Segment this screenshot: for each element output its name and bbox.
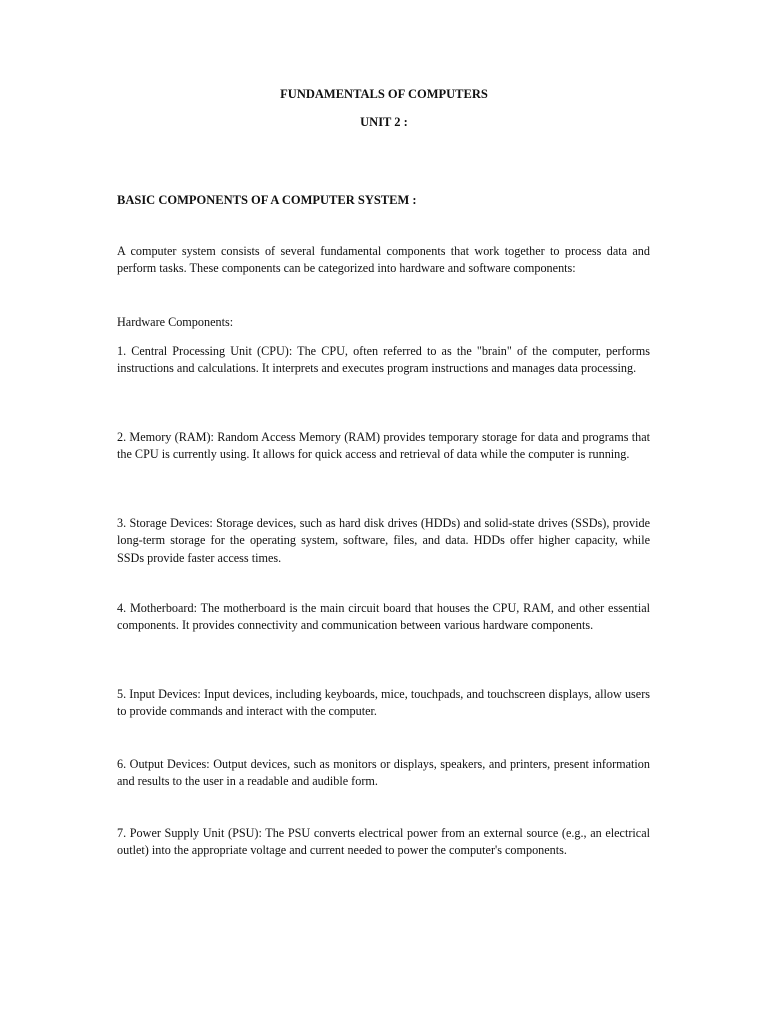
unit-label: UNIT 2 : [360, 115, 408, 129]
list-item-psu: 7. Power Supply Unit (PSU): The PSU converts electrical power from an external source (e.g., an electrical outlet) into the appropriate voltage and current needed to power the computer's components. [117, 826, 650, 858]
hardware-heading: Hardware Components: [117, 315, 234, 329]
list-item-output-devices: 6. Output Devices: Output devices, such as monitors or displays, speakers, and printers, present information and results to the user in a readable and audible form. [117, 757, 650, 789]
document-title: FUNDAMENTALS OF COMPUTERS [280, 87, 488, 101]
list-item-memory: 2. Memory (RAM): Random Access Memory (RAM) provides temporary storage for data and programs that the CPU is currently using. It allows for quick access and retrieval of data while the computer is running. [117, 430, 650, 462]
list-item-storage: 3. Storage Devices: Storage devices, such as hard disk drives (HDDs) and solid-state drives (SSDs), provide long-term storage for the operating system, software, files, and data. HDDs offer higher capacity, while SSDs provide faster access times. [117, 516, 650, 565]
list-item-cpu: 1. Central Processing Unit (CPU): The CPU, often referred to as the "brain" of the computer, performs instructions and calculations. It interprets and executes program instructions and manages data processing. [117, 344, 650, 376]
list-item-input-devices: 5. Input Devices: Input devices, including keyboards, mice, touchpads, and touchscreen displays, allow users to provide commands and interact with the computer. [117, 687, 650, 719]
section-heading: BASIC COMPONENTS OF A COMPUTER SYSTEM : [117, 193, 417, 207]
list-item-motherboard: 4. Motherboard: The motherboard is the main circuit board that houses the CPU, RAM, and other essential components. It provides connectivity and communication between various hardware components. [117, 601, 650, 633]
intro-paragraph: A computer system consists of several fundamental components that work together to process data and perform tasks. These components can be categorized into hardware and software components: [117, 244, 650, 276]
